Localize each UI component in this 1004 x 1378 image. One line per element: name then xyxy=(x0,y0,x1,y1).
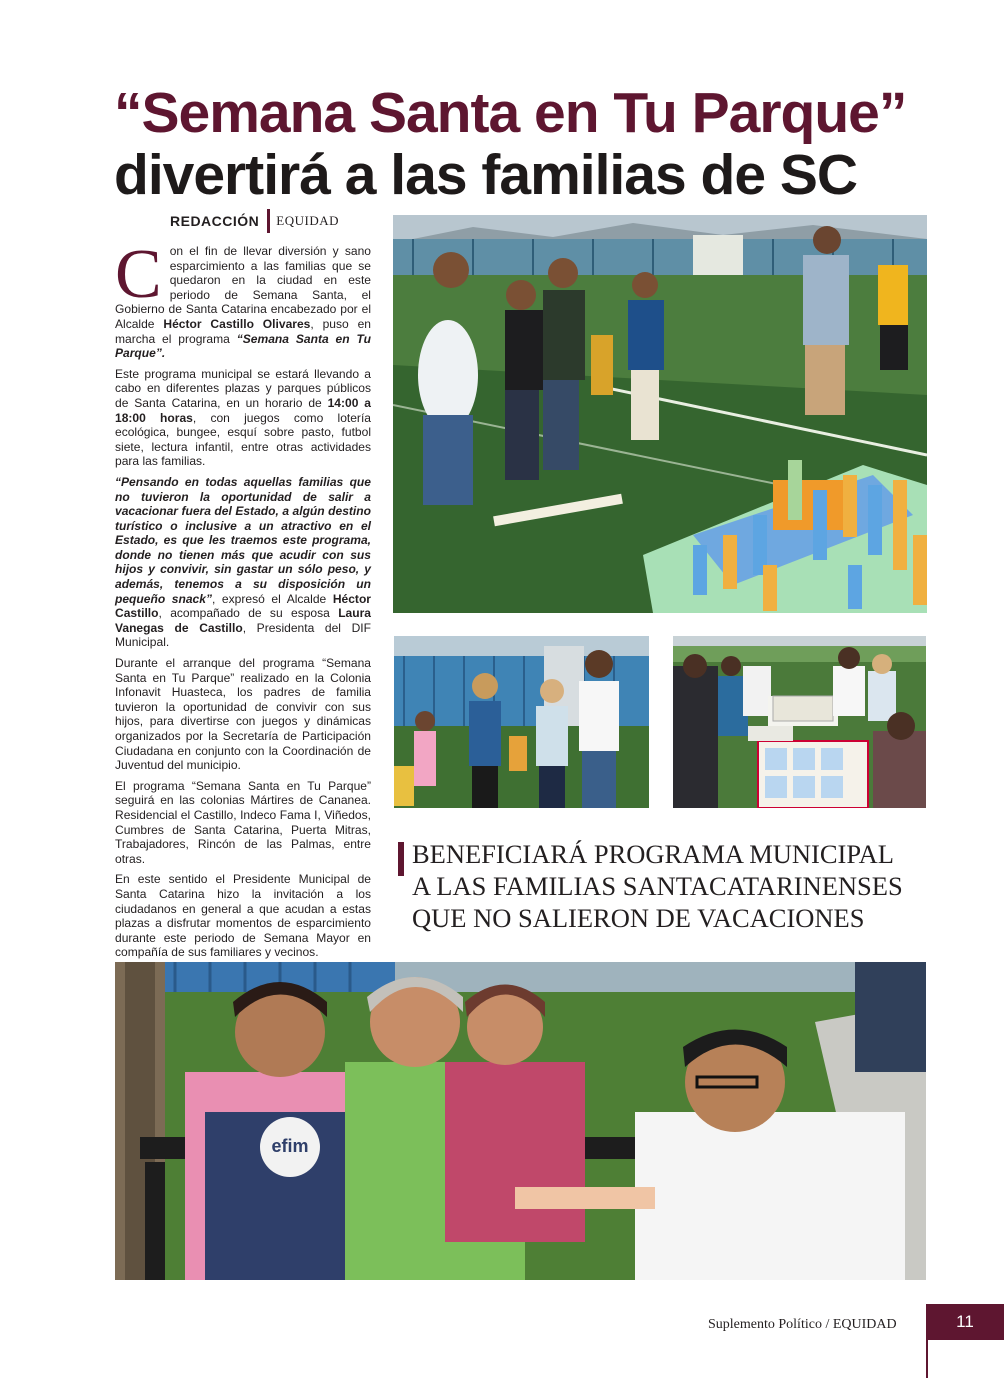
text-run: , expresó el Alcalde xyxy=(211,591,333,606)
paragraph-4-text xyxy=(115,656,371,772)
headline-line-1: “Semana Santa en Tu Parque” xyxy=(114,81,907,145)
text-run: 14:00 a 18:00 horas xyxy=(115,395,371,425)
text-run: , puso en marcha el programa xyxy=(115,316,371,346)
article-body xyxy=(115,236,371,966)
paragraph-5-text xyxy=(115,779,371,866)
article-paragraph-4 xyxy=(115,656,371,773)
text-run: on el fin de llevar diversión y sano esparcimiento a las familias que se quedaron en la ciudad en este periodo de Semana Santa, el Gobierno de Santa Catarina encabezado por el Alcalde xyxy=(115,244,371,331)
pull-quote-line-1: BENEFICIARÁ PROGRAMA MUNICIPAL xyxy=(412,839,894,869)
byline-separator xyxy=(267,209,270,233)
text-run: Héctor Castillo xyxy=(115,591,371,621)
paragraph-3-text xyxy=(115,475,371,650)
article-paragraph-2 xyxy=(115,367,371,469)
text-run: Este programa municipal se estará llevando a cabo en diferentes plazas y parques públicos de Santa Catarina, en un horario de xyxy=(115,366,371,410)
text-run: , con juegos como lotería ecológica, bungee, esquí sobre pasto, futbol siete, lectura infantil, entre otras actividades para las familias. xyxy=(115,410,371,469)
paragraph-2-text xyxy=(115,367,371,469)
article-paragraph-3 xyxy=(115,475,371,650)
photo-ring-toss-field xyxy=(393,215,927,613)
text-run: En este sentido el Presidente Municipal de Santa Catarina hizo la invitación a los ciudadanos en general a que acudan a estas plazas a disfrutar momentos de esparcimiento durante este periodo de Semana Mayor en compañía de sus familiares y vecinos. xyxy=(115,872,371,960)
paragraph-6-text xyxy=(115,872,371,959)
text-run: “Semana Santa en Tu Parque”. xyxy=(115,331,371,361)
pull-quote xyxy=(398,838,938,934)
article-paragraph-5 xyxy=(115,779,371,867)
headline-line-2: divertirá a las familias de SC xyxy=(114,143,858,207)
text-run: “Pensando en todas aquellas familias que no tuvieron la oportunidad de salir a vacacionar fuera del Estado, a algún destino turístico o inclusive a un atractivo en el Estado, es que les traemos este programa, donde no tienen más que acudir con sus hijos y convivir, sin gastar un sólo peso, y además, tenemos a su disposición un pequeño snack” xyxy=(115,474,371,606)
text-run: Laura Vanegas de Castillo xyxy=(115,606,371,635)
photo-official-greeting-residents xyxy=(115,962,926,1280)
tote-bag-print: efim xyxy=(271,1136,309,1156)
byline xyxy=(170,208,339,234)
byline-section: EQUIDAD xyxy=(276,213,339,228)
photo-families-lottery-game xyxy=(673,636,926,808)
article-paragraph-1 xyxy=(115,236,371,361)
text-run: El programa “Semana Santa en Tu Parque” seguirá en las colonias Mártires de Cananea. Residencial el Castillo, Indeco Fama I, Viñedos, Cumbres de Santa Catarina, Puerta Mitras, Trabajadores, Rincón de las Palmas, entre otras. xyxy=(115,778,371,866)
pull-quote-line-2: A LAS FAMILIAS SANTACATARINENSES xyxy=(412,871,903,901)
page-number-rule xyxy=(926,1340,928,1378)
pull-quote-line-3: QUE NO SALIERON DE VACACIONES xyxy=(412,903,865,933)
drop-cap: C xyxy=(115,236,162,313)
footer-publication: Suplemento Político / EQUIDAD xyxy=(708,1317,897,1332)
pull-quote-bar xyxy=(398,842,404,876)
article-paragraph-6 xyxy=(115,872,371,960)
text-run: Héctor Castillo Olivares xyxy=(163,316,311,331)
byline-author: REDACCIÓN xyxy=(170,213,260,229)
text-run: , acompañado de su esposa xyxy=(158,606,339,621)
text-run: , Presidenta del DIF Municipal. xyxy=(115,620,371,650)
photo-officials-with-families xyxy=(394,636,649,808)
page-number: 11 xyxy=(926,1304,1004,1340)
text-run: Durante el arranque del programa “Semana Santa en Tu Parque” realizado en la Colonia Infonavit Huasteca, los padres de familia tuvieron la oportunidad de convivir con sus hijos, para divertirse con juegos y dinámicas organizados por la Secretaría de Participación Ciudadana en conjunto con la Coordinación de Juventud del municipio. xyxy=(115,656,371,773)
